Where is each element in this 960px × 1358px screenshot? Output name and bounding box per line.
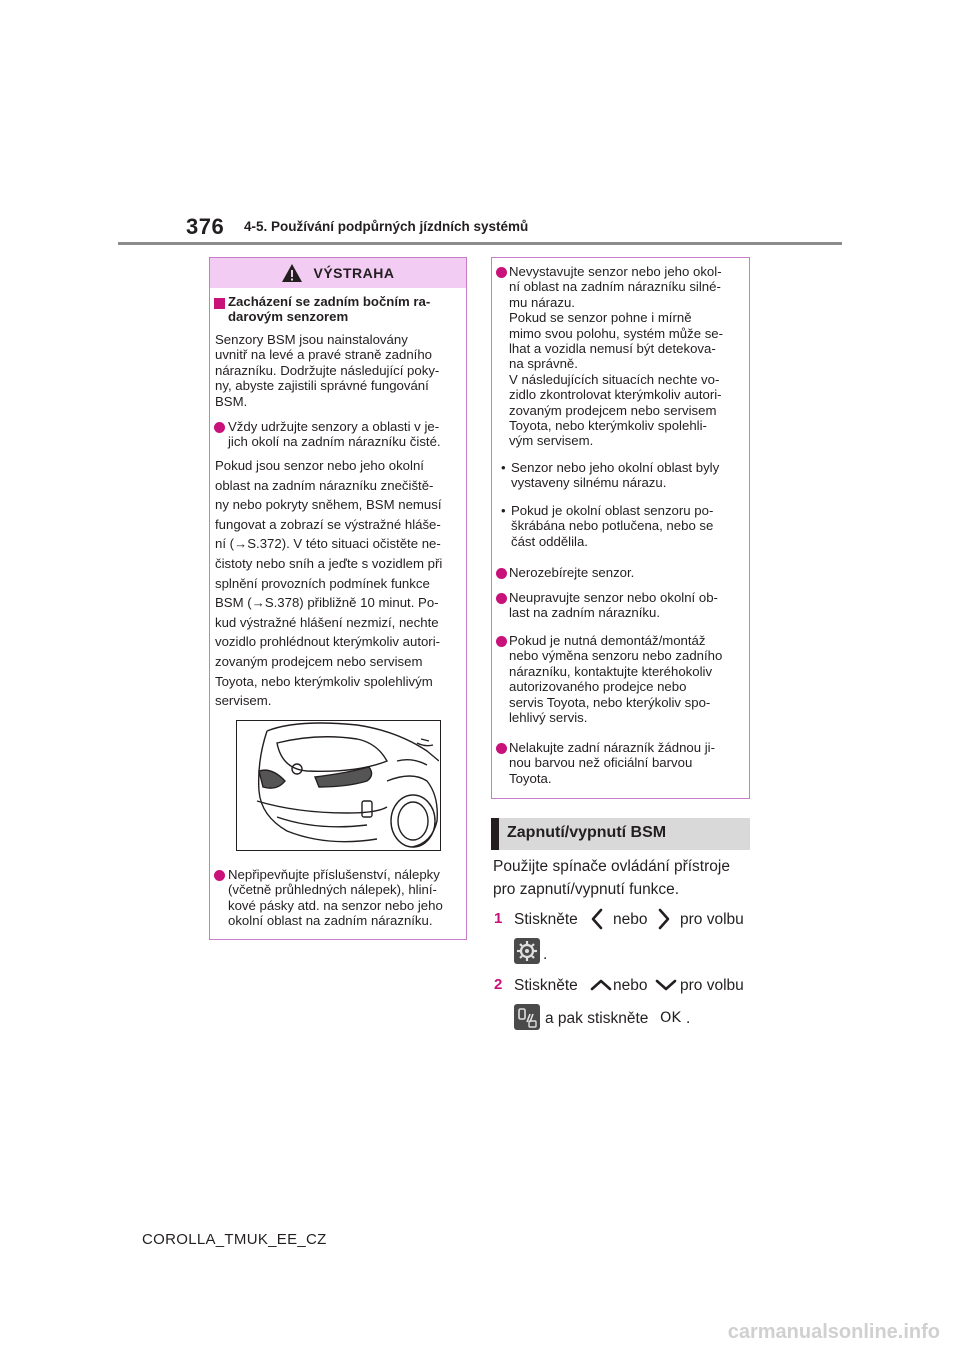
warning-heading-line: Zacházení se zadním bočním ra- — [228, 294, 431, 309]
caution-paint — [509, 740, 715, 786]
text-line: Senzor nebo jeho okolní oblast byly — [511, 460, 720, 475]
bullet-dot-icon — [496, 743, 507, 754]
text-line: lehlivý servis. — [509, 710, 588, 726]
step2-period: . — [686, 1010, 691, 1027]
document-code: COROLLA_TMUK_EE_CZ — [142, 1231, 327, 1248]
settings-gear-icon — [514, 938, 540, 964]
text-line: ní oblast na zadním nárazníku silné- — [509, 279, 721, 295]
step2-or: nebo — [613, 977, 648, 994]
bsm-intro-line: Použijte spínače ovládání přístroje — [493, 858, 730, 875]
text-line: vystaveny silnému nárazu. — [511, 475, 667, 491]
bsm-function-icon — [514, 1004, 540, 1030]
warning-triangle-icon — [281, 263, 303, 283]
bullet-dot-icon — [214, 422, 225, 433]
text-line: zidlo zkontrolovat kterýmkoliv autori- — [509, 387, 722, 403]
caution-sub-impact — [511, 460, 719, 491]
step-number: 2 — [494, 976, 503, 993]
text-line: Vždy udržujte senzory a oblasti v je- — [228, 419, 440, 434]
sub-bullet-icon: • — [501, 460, 506, 475]
text-line: Nerozebírejte senzor. — [509, 565, 635, 580]
step1-select: pro volbu — [680, 911, 744, 928]
text-line: okolní oblast na zadním nárazníku. — [228, 913, 433, 929]
text-line: kud výstražné hlášení nezmizí, nechte — [215, 614, 439, 630]
chevron-up-icon — [589, 978, 613, 992]
text-line: nou barvou než oficiální barvou — [509, 755, 693, 771]
text-line: vozidlo prohlédnout kterýmkoliv autori- — [215, 634, 441, 650]
text-line: ny, abyste zajistili správné fungování — [215, 378, 429, 394]
caution-replace — [509, 633, 722, 725]
caution-impact — [509, 264, 723, 449]
text-line: Nevystavujte senzor nebo jeho okol- — [509, 264, 722, 279]
bsm-section-heading — [491, 818, 750, 850]
caution-modify — [509, 590, 718, 621]
text-line: Pokud je nutná demontáž/montáž — [509, 633, 706, 648]
text-line: zovaným prodejcem nebo servisem — [215, 653, 423, 669]
text-line: servisem. — [215, 693, 272, 709]
text-line: BSM. — [215, 393, 248, 409]
car-rear-drawing — [237, 721, 439, 849]
text-line: Senzory BSM jsou nainstalovány — [215, 332, 408, 347]
bullet-dot-icon — [214, 870, 225, 881]
text-line: Pokud jsou senzor nebo jeho okolní — [215, 458, 424, 473]
text-line: Neupravujte senzor nebo okolní ob- — [509, 590, 718, 605]
warning-intro — [215, 332, 439, 409]
step2-text: Stiskněte — [514, 977, 578, 994]
warning-title: VÝSTRAHA — [313, 265, 395, 281]
caution-continued-box — [491, 257, 750, 799]
text-line: autorizovaného prodejce nebo — [509, 679, 687, 695]
step2-then: a pak stiskněte — [545, 1010, 649, 1027]
text-line: Toyota. — [509, 770, 552, 786]
text-line: nárazníku, kontaktujte kteréhokoliv — [509, 663, 713, 679]
text-line: mimo svou polohu, systém může se- — [509, 325, 724, 341]
bullet-dot-icon — [496, 593, 507, 604]
sub-bullet-icon: • — [501, 503, 506, 518]
step1-or: nebo — [613, 911, 648, 928]
heading-square-icon — [214, 298, 225, 309]
header-divider — [118, 242, 842, 245]
bsm-heading-label: Zapnutí/vypnutí BSM — [507, 824, 667, 841]
text-line: kové pásky atd. na senzor nebo jeho — [228, 897, 443, 913]
text-line: fungovat a zobrazí se výstražné hláše- — [215, 516, 441, 532]
ok-button-label: OK — [660, 1010, 681, 1026]
text-line: škrábána nebo potlučena, nebo se — [511, 518, 714, 534]
caution-sub-scratched — [511, 503, 713, 549]
section-title: 4-5. Používání podpůrných jízdních systémů — [244, 219, 529, 234]
text-line: nárazníku. Dodržujte následující poky- — [215, 362, 440, 378]
caution-disassemble — [509, 565, 634, 580]
text-line: vým servisem. — [509, 433, 594, 449]
warning-paragraph — [215, 456, 442, 711]
text-line: V následujících situacích nechte vo- — [509, 371, 720, 387]
chevron-down-icon — [654, 978, 678, 992]
text-line: splnění provozních podmínek funkce — [215, 575, 430, 591]
step2-select: pro volbu — [680, 977, 744, 994]
bullet-dot-icon — [496, 267, 507, 278]
warning-header — [210, 258, 466, 288]
text-line: čistoty nebo sníh a jeďte s vozidlem při — [215, 555, 443, 571]
warning-heading-line: darovým senzorem — [228, 309, 349, 325]
text-line: Nelakujte zadní nárazník žádnou ji- — [509, 740, 715, 755]
text-line: uvnitř na levé a pravé straně zadního — [215, 347, 432, 363]
text-line: nebo výměna senzoru nebo zadního — [509, 648, 723, 664]
warning-bullet-accessories — [228, 867, 443, 929]
warning-bullet-clean — [228, 419, 441, 450]
bsm-intro-line: pro zapnutí/vypnutí funkce. — [493, 881, 680, 898]
bullet-dot-icon — [496, 636, 507, 647]
step-number: 1 — [494, 910, 503, 927]
step1-text: Stiskněte — [514, 911, 578, 928]
text-line: BSM (→S.378) přibližně 10 minut. Po- — [215, 595, 439, 611]
text-line: mu nárazu. — [509, 294, 575, 310]
chevron-right-icon — [657, 907, 671, 931]
text-line: zovaným prodejcem nebo servisem — [509, 402, 717, 418]
text-line: Nepřipevňujte příslušenství, nálepky — [228, 867, 440, 882]
bullet-dot-icon — [496, 568, 507, 579]
text-line: servis Toyota, nebo kterýkoliv spo- — [509, 694, 711, 710]
text-line: na správně. — [509, 356, 578, 372]
text-line: část oddělila. — [511, 533, 588, 549]
text-line: jich okolí na zadním nárazníku čisté. — [228, 434, 441, 450]
text-line: Toyota, nebo kterýmkoliv spolehli- — [509, 418, 707, 434]
text-line: oblast na zadním nárazníku znečiště- — [215, 477, 434, 493]
heading-bar — [491, 818, 499, 850]
text-line: Toyota, nebo kterýmkoliv spolehlivým — [215, 673, 433, 689]
car-rear-illustration — [236, 720, 441, 851]
chevron-left-icon — [590, 907, 604, 931]
text-line: ny nebo pokryty sněhem, BSM nemusí — [215, 497, 442, 513]
text-line: Pokud je okolní oblast senzoru po- — [511, 503, 714, 518]
step1-period: . — [543, 946, 548, 963]
warning-heading — [228, 294, 430, 325]
text-line: (včetně průhledných nálepek), hliní- — [228, 882, 437, 898]
text-line: ní (→S.372). V této situaci očistěte ne- — [215, 536, 441, 552]
watermark: carmanualsonline.info — [727, 1321, 940, 1343]
page-number: 376 — [186, 214, 225, 239]
text-line: Pokud se senzor pohne i mírně — [509, 310, 692, 326]
text-line: last na zadním nárazníku. — [509, 605, 661, 621]
text-line: lhat a vozidla nemusí být detekova- — [509, 341, 716, 357]
